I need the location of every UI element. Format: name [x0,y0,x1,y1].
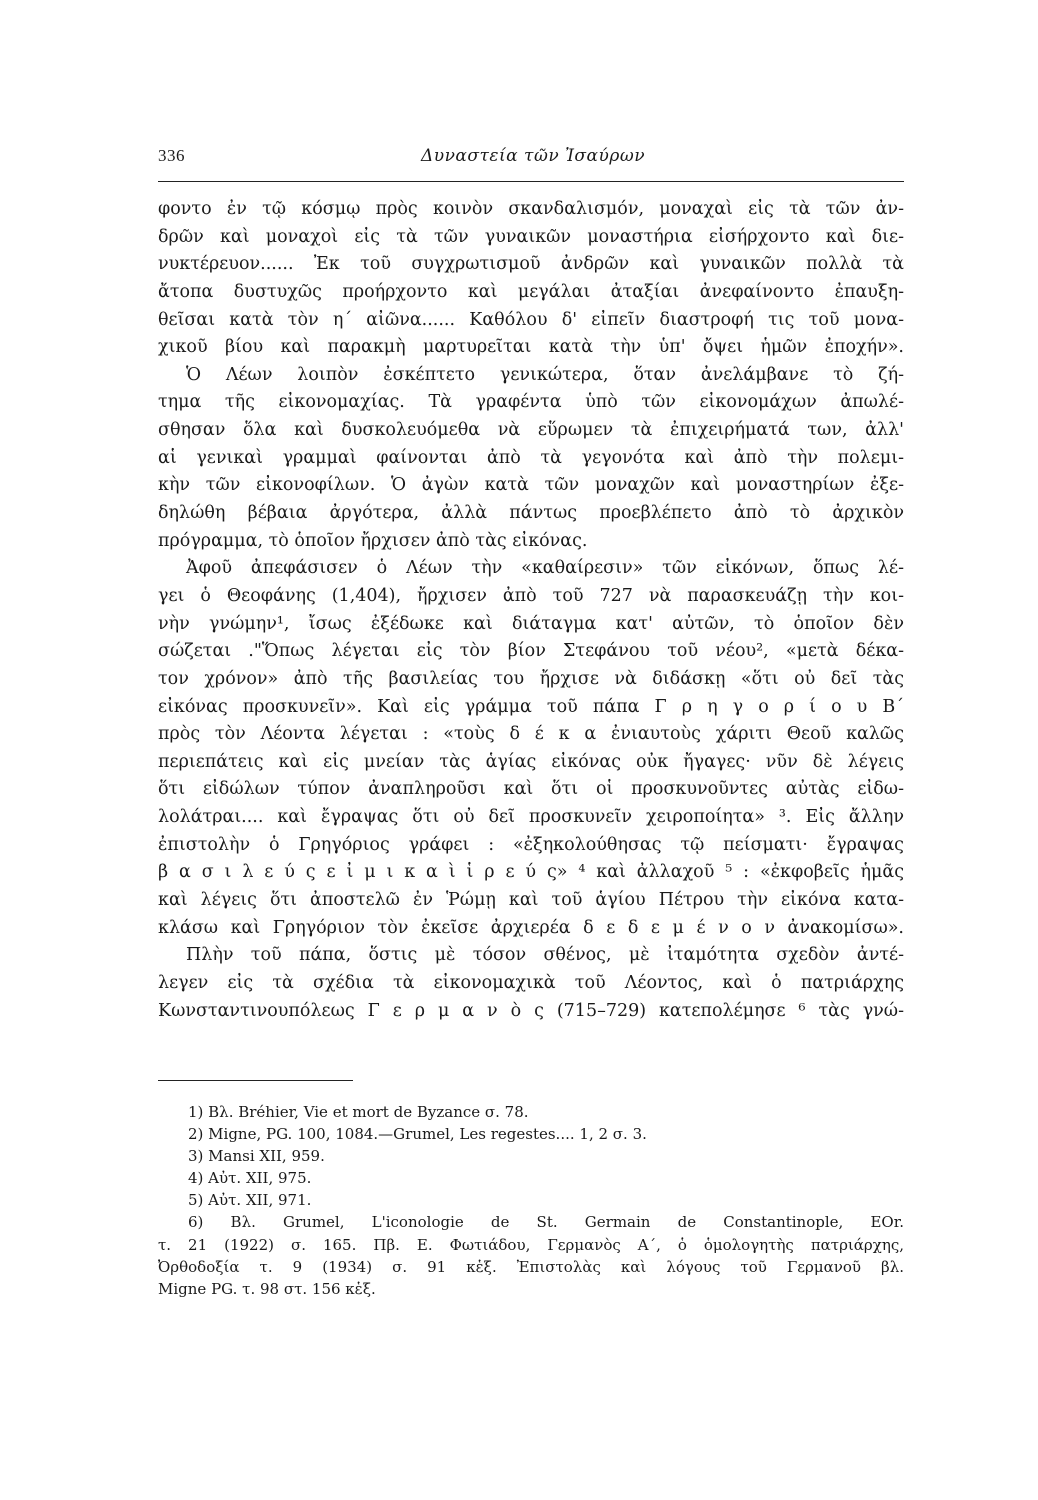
text-line: ὅτι εἰδώλων τύπον ἀναπληροῦσι καὶ ὅτι οἱ προσκυνοῦντες αὐτὰς εἰδω- [158,779,904,800]
footnote-rule [158,1080,353,1081]
text-line: φοντο ἐν τῷ κόσμῳ πρὸς κοινὸν σκανδαλισμόν, μοναχαὶ εἰς τὰ τῶν ἀν- [158,199,904,219]
footnote-continuation: τ. 21 (1922) σ. 165. Πβ. Ε. Φωτιάδου, Γερμανὸς Α΄, ὁ ὁμολογητὴς πατριάρχης, [158,1235,904,1254]
body-text [158,196,904,1025]
text-line: αἱ γενικαὶ γραμμαὶ φαίνονται ἀπὸ τὰ γεγονότα καὶ ἀπὸ τὴν πολεμι- [158,447,904,468]
text-line: χικοῦ βίου καὶ παρακμὴ μαρτυρεῖται κατὰ τὴν ὑπ' ὄψει ἡμῶν ἐποχήν». [158,337,904,358]
text-line: σώζεται ."Ὅπως λέγεται εἰς τὸν βίον Στεφάνου τοῦ νέου², «μετὰ δέκα- [158,641,904,662]
text-line: νυκτέρευον...... Ἐκ τοῦ συγχρωτισμοῦ ἀνδρῶν καὶ γυναικῶν πολλὰ τὰ [158,254,904,275]
text-line: πρὸς τὸν Λέοντα λέγεται : «τοὺς δ έ κ α ἐνιαυτοὺς χάριτι Θεοῦ καλῶς [158,724,904,745]
footnote: 2) Migne, PG. 100, 1084.—Grumel, Les regestes.... 1, 2 σ. 3. [188,1125,647,1144]
footnote-continuation: Ὀρθοδοξία τ. 9 (1934) σ. 91 κἑξ. Ἐπιστολὰς καὶ λόγους τοῦ Γερμανοῦ βλ. [158,1257,904,1276]
text-line: κλάσω καὶ Γρηγόριον τὸν ἐκεῖσε ἀρχιερέα δ ε δ ε μ έ ν ο ν ἀνακομίσω». [158,917,904,938]
footnote: 5) Αὐτ. XII, 971. [188,1191,312,1210]
text-line: θεῖσαι κατὰ τὸν η΄ αἰῶνα...... Καθόλου δ' εἰπεῖν διαστροφή τις τοῦ μονα- [158,309,904,330]
text-line: τημα τῆς εἰκονομαχίας. Τὰ γραφέντα ὑπὸ τῶν εἰκονομάχων ἀπωλέ- [158,392,904,413]
text-line: δηλώθη βέβαια ἀργότερα, ἀλλὰ πάντως προεβλέπετο ἀπὸ τὸ ἀρχικὸν [158,503,904,524]
page-number: 336 [158,146,185,165]
text-line: Ἀφοῦ ἀπεφάσισεν ὁ Λέων τὴν «καθαίρεσιν» τῶν εἰκόνων, ὅπως λέ- [186,558,904,579]
text-line: γει ὁ Θεοφάνης (1,404), ἤρχισεν ἀπὸ τοῦ 727 νὰ παρασκευάζῃ τὴν κοι- [158,585,904,606]
text-line: ἄτοπα δυστυχῶς προήρχοντο καὶ μεγάλαι ἀταξίαι ἀνεφαίνοντο ἐπαυξη- [158,281,904,302]
footnote: 4) Αὐτ. XII, 975. [188,1169,312,1188]
text-line: τον χρόνον» ἀπὸ τῆς βασιλείας του ἤρχισε νὰ διδάσκῃ «ὅτι οὐ δεῖ τὰς [158,668,904,689]
text-line: κὴν τῶν εἰκονοφίλων. Ὁ ἀγὼν κατὰ τῶν μοναχῶν καὶ μοναστηρίων ἐξε- [158,475,904,496]
text-line: Ὁ Λέων λοιπὸν ἐσκέπτετο γενικώτερα, ὅταν ἀνελάμβανε τὸ ζή- [186,364,904,385]
text-line: περιεπάτεις καὶ εἰς μνείαν τὰς ἁγίας εἰκόνας οὐκ ἤγαγες· νῦν δὲ λέγεις [158,751,904,772]
text-line: καὶ λέγεις ὅτι ἀποστελῶ ἐν Ῥώμῃ καὶ τοῦ ἁγίου Πέτρου τὴν εἰκόνα κατα- [158,890,904,911]
running-head: Δυναστεία τῶν Ἰσαύρων [420,146,646,166]
footnotes [158,1101,904,1300]
text-line: δρῶν καὶ μοναχοὶ εἰς τὰ τῶν γυναικῶν μοναστήρια εἰσήρχοντο καὶ διε- [158,226,904,247]
text-line: β α σ ι λ ε ύ ς ε ἰ μ ι κ α ὶ ἱ ρ ε ύ ς» ⁴ καὶ ἀλλαχοῦ ⁵ : «ἐκφοβεῖς ἡμᾶς [158,862,904,883]
text-line: Πλὴν τοῦ πάπα, ὅστις μὲ τόσον σθένος, μὲ ἰταμότητα σχεδὸν ἀντέ- [186,945,904,966]
footnote: 6) Βλ. Grumel, L'iconologie de St. Germain de Constantinople, EOr. [188,1213,904,1232]
text-line: σθησαν ὅλα καὶ δυσκολευόμεθα νὰ εὕρωμεν τὰ ἐπιχειρήματά των, ἀλλ' [158,420,904,441]
text-line: ἐπιστολὴν ὁ Γρηγόριος γράφει : «ἐξηκολούθησας τῷ πείσματι· ἔγραψας [158,834,904,855]
text-line: λολάτραι.... καὶ ἔγραψας ὅτι οὐ δεῖ προσκυνεῖν χειροποίητα» ³. Εἰς ἄλλην [158,807,904,828]
page-header [158,146,908,176]
text-line: εἰκόνας προσκυνεῖν». Καὶ εἰς γράμμα τοῦ πάπα Γ ρ η γ ο ρ ί ο υ Β΄ [158,696,904,717]
footnote: 1) Βλ. Bréhier, Vie et mort de Byzance σ. 78. [188,1103,529,1121]
header-rule [158,181,904,182]
footnote-continuation: Migne PG. τ. 98 στ. 156 κἑξ. [158,1279,376,1298]
text-line: λεγεν εἰς τὰ σχέδια τὰ εἰκονομαχικὰ τοῦ Λέοντος, καὶ ὁ πατριάρχης [158,972,904,993]
text-line: Κωνσταντινουπόλεως Γ ε ρ μ α ν ὸ ς (715–729) κατεπολέμησε ⁶ τὰς γνώ- [158,1000,904,1021]
text-line: νὴν γνώμην¹, ἴσως ἐξέδωκε καὶ διάταγμα κατ' αὐτῶν, τὸ ὁποῖον δὲν [158,613,904,634]
text-line: πρόγραμμα, τὸ ὁποῖον ἤρχισεν ἀπὸ τὰς εἰκόνας. [158,530,588,551]
footnote: 3) Mansi XII, 959. [188,1147,325,1166]
